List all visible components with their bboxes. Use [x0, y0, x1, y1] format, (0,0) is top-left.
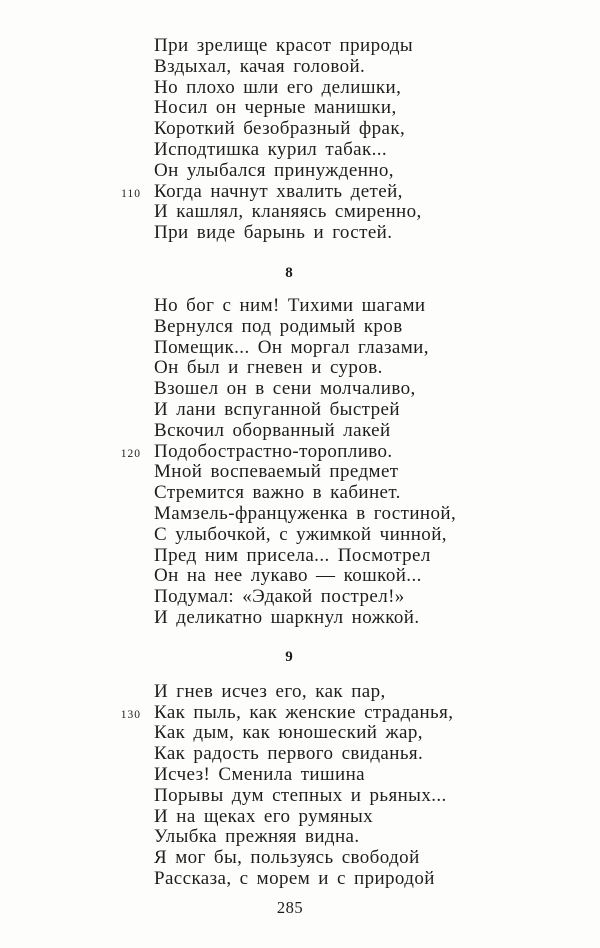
- line-text: Вздыхал, качая головой.: [154, 55, 366, 77]
- stanza-continuation: [121, 35, 600, 244]
- poem-line: [154, 744, 600, 765]
- line-number: 120: [120, 447, 141, 460]
- line-text: Взошел он в сени молчаливо,: [154, 378, 416, 400]
- poem-line: [154, 869, 600, 890]
- poem-line: [121, 180, 600, 203]
- poem-column: [120, 35, 600, 890]
- line-text: Подобострастно-торопливо.: [154, 440, 393, 462]
- line-text: Я мог бы, пользуясь свободой: [154, 847, 420, 869]
- poem-line: [154, 587, 600, 608]
- line-text: Улыбка прежняя видна.: [154, 826, 360, 848]
- poem-line: [154, 608, 600, 629]
- poem-line: [154, 119, 600, 140]
- poem-line: [154, 421, 600, 442]
- poem-line: [154, 566, 600, 587]
- poem-line: [154, 296, 600, 317]
- line-text: Порывы дум степных и рьяных...: [154, 784, 447, 806]
- poem-line: [154, 525, 600, 546]
- line-text: И деликатно шаркнул ножкой.: [154, 606, 420, 628]
- line-text: Короткий безобразный фрак,: [154, 118, 406, 140]
- poem-line: [120, 701, 600, 724]
- page-number: 285: [276, 897, 304, 917]
- poem-line: [154, 338, 600, 359]
- line-text: При виде барынь и гостей.: [154, 222, 393, 244]
- stanza-number: 9: [285, 648, 293, 665]
- line-text: Когда начнут хвалить детей,: [154, 180, 403, 202]
- line-number: 130: [120, 708, 141, 721]
- line-text: Вернулся под родимый кров: [154, 315, 403, 337]
- poem-line: [154, 786, 600, 807]
- poem-line: [154, 202, 600, 223]
- line-text: Пред ним присела... Посмотрел: [154, 544, 431, 566]
- line-text: Как дым, как юношеский жар,: [154, 722, 423, 744]
- line-text: При зрелище красот природы: [154, 35, 414, 56]
- poem-line: [154, 807, 600, 828]
- poem-line: [154, 765, 600, 786]
- line-text: Помещик... Он моргал глазами,: [154, 336, 429, 358]
- poem-line: [154, 223, 600, 244]
- line-text: Он был и гневен и суров.: [154, 357, 383, 379]
- line-text: С улыбочкой, с ужимкой чинной,: [154, 523, 447, 545]
- poem-line: [154, 827, 600, 848]
- line-text: И лани вспуганной быстрей: [154, 398, 400, 420]
- poem-line: [154, 848, 600, 869]
- line-text: Подумал: «Эдакой пострел!»: [154, 586, 405, 608]
- poem-line: [154, 36, 600, 57]
- line-text: Мамзель-француженка в гостиной,: [154, 502, 457, 524]
- poem-line: [154, 98, 600, 119]
- line-text: И кашлял, кланяясь смиренно,: [154, 201, 422, 223]
- poem-line: [154, 140, 600, 161]
- line-text: И гнев исчез его, как пар,: [154, 680, 386, 702]
- poem-line: [154, 462, 600, 483]
- stanza-8: [120, 294, 600, 629]
- line-text: Исподтишка курил табак...: [154, 138, 388, 160]
- poem-line: [154, 358, 600, 379]
- line-text: Исчез! Сменила тишина: [154, 763, 365, 785]
- poem-line: [154, 546, 600, 567]
- line-text: Мной воспеваемый предмет: [154, 461, 399, 483]
- poem-line: [154, 379, 600, 400]
- poem-line: [154, 57, 600, 78]
- line-text: Как пыль, как женские страданья,: [154, 701, 454, 723]
- poem-line: [154, 78, 600, 99]
- line-text: Вскочил оборванный лакей: [154, 419, 391, 441]
- line-text: Рассказа, с морем и с природой: [154, 867, 435, 889]
- line-text: Он на нее лукаво — кошкой...: [154, 565, 422, 587]
- poem-line: [154, 483, 600, 504]
- line-number: 110: [121, 187, 141, 200]
- line-text: Он улыбался принужденно,: [154, 159, 394, 181]
- poem-line: [154, 723, 600, 744]
- line-text: Как радость первого свиданья.: [154, 743, 424, 765]
- stanza-number: 8: [285, 264, 293, 281]
- line-text: Но бог с ним! Тихими шагами: [154, 294, 426, 316]
- poem-line: [154, 400, 600, 421]
- line-text: Стремится важно в кабинет.: [154, 482, 401, 504]
- line-text: Но плохо шли его делишки,: [154, 76, 402, 98]
- poem-line: [154, 504, 600, 525]
- stanza-9: [120, 680, 600, 890]
- poem-line: [154, 682, 600, 703]
- poem-line: [120, 440, 600, 463]
- poem-line: [154, 161, 600, 182]
- line-text: И на щеках его румяных: [154, 805, 374, 827]
- poem-line: [154, 317, 600, 338]
- line-text: Носил он черные манишки,: [154, 97, 397, 119]
